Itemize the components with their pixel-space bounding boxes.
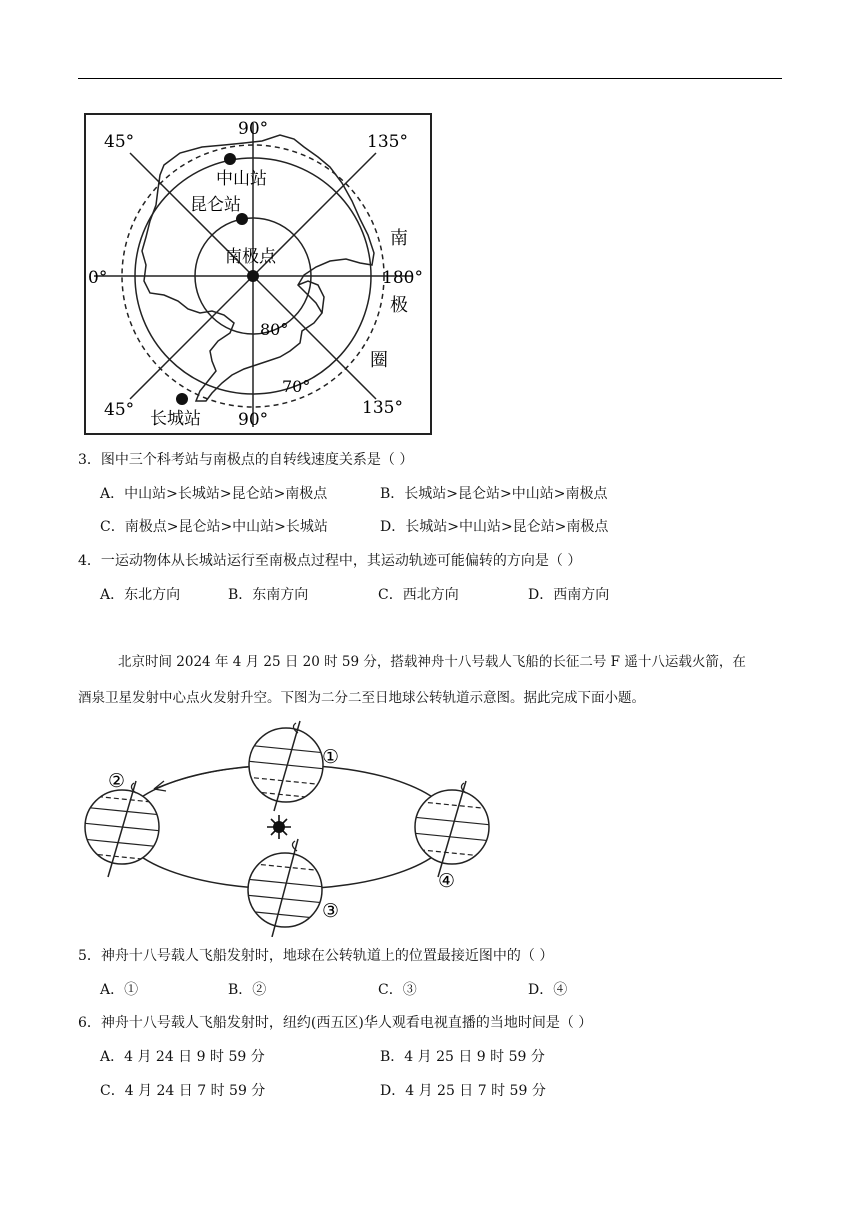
label-position-3: ③ xyxy=(322,900,340,922)
label-45-top-left: 45° xyxy=(104,132,135,152)
q5-option-c[interactable]: C．③ xyxy=(378,982,417,998)
label-antarctic-2: 极 xyxy=(390,295,408,316)
label-latitude-80: 80° xyxy=(260,320,289,339)
passage xyxy=(78,652,782,708)
sun-icon xyxy=(267,815,291,839)
q6-option-c[interactable]: C．4 月 24 日 7 时 59 分 xyxy=(100,1083,266,1099)
label-position-4: ④ xyxy=(438,870,456,892)
q4-option-b[interactable]: B．东南方向 xyxy=(228,587,309,603)
q3-option-b[interactable]: B．长城站>昆仑站>中山站>南极点 xyxy=(380,486,608,502)
zhongshan-station-dot xyxy=(224,153,236,165)
q3-option-c[interactable]: C．南极点>昆仑站>中山站>长城站 xyxy=(100,519,328,535)
label-position-2: ② xyxy=(108,770,126,792)
antarctica-map-figure xyxy=(84,113,432,435)
label-zhongshan: 中山站 xyxy=(216,169,267,189)
q6-option-a[interactable]: A．4 月 24 日 9 时 59 分 xyxy=(100,1049,265,1065)
label-0: 0° xyxy=(88,268,108,288)
q3-option-d[interactable]: D．长城站>中山站>昆仑站>南极点 xyxy=(380,519,609,535)
q4-option-a[interactable]: A．东北方向 xyxy=(100,587,181,603)
q5-option-b[interactable]: B．② xyxy=(228,982,267,998)
q4-option-c[interactable]: C．西北方向 xyxy=(378,587,459,603)
label-90-bottom: 90° xyxy=(238,410,269,430)
label-135-bottom-right: 135° xyxy=(362,398,403,418)
label-position-1: ① xyxy=(322,746,340,768)
orbit-direction-arrow xyxy=(154,767,248,789)
label-changcheng: 长城站 xyxy=(150,409,201,429)
question-5-stem: 5．神舟十八号载人飞船发射时，地球在公转轨道上的位置最接近图中的（ ） xyxy=(78,948,554,964)
earth-position-3 xyxy=(245,839,325,937)
changcheng-station-dot xyxy=(176,393,188,405)
q5-option-a[interactable]: A．① xyxy=(100,982,139,998)
q6-option-b[interactable]: B．4 月 25 日 9 时 59 分 xyxy=(380,1049,545,1065)
q5-option-d[interactable]: D．④ xyxy=(528,982,568,998)
question-4-stem: 4．一运动物体从长城站运行至南极点过程中，其运动轨迹可能偏转的方向是（ ） xyxy=(78,553,582,569)
label-latitude-70: 70° xyxy=(282,377,311,396)
label-antarctic-1: 南 xyxy=(390,228,408,249)
header-rule xyxy=(78,78,782,79)
label-90-top: 90° xyxy=(238,119,269,139)
earth-position-1 xyxy=(246,721,326,811)
label-45-bottom-left: 45° xyxy=(104,400,135,420)
question-6-stem: 6．神舟十八号载人飞船发射时，纽约(西五区)华人观看电视直播的当地时间是（ ） xyxy=(78,1015,593,1031)
south-pole-dot xyxy=(247,270,259,282)
label-135-top-right: 135° xyxy=(367,132,408,152)
label-180: 180° xyxy=(382,268,423,288)
q3-option-a[interactable]: A．中山站>长城站>昆仑站>南极点 xyxy=(100,486,328,502)
earth-orbit-figure xyxy=(78,715,498,937)
passage-line-2: 酒泉卫星发射中心点火发射升空。下图为二分二至日地球公转轨道示意图。据此完成下面小题。 xyxy=(78,690,645,706)
passage-line-1: 北京时间 2024 年 4 月 25 日 20 时 59 分，搭载神舟十八号载人飞船的长征二号 F 遥十八运载火箭，在 xyxy=(118,654,746,670)
label-antarctic-3: 圈 xyxy=(370,350,388,371)
question-3-stem: 3．图中三个科考站与南极点的自转线速度关系是（ ） xyxy=(78,452,414,468)
label-kunlun: 昆仑站 xyxy=(190,195,241,215)
q6-option-d[interactable]: D．4 月 25 日 7 时 59 分 xyxy=(380,1083,546,1099)
q4-option-d[interactable]: D．西南方向 xyxy=(528,587,610,603)
label-south-pole: 南极点 xyxy=(225,247,276,267)
